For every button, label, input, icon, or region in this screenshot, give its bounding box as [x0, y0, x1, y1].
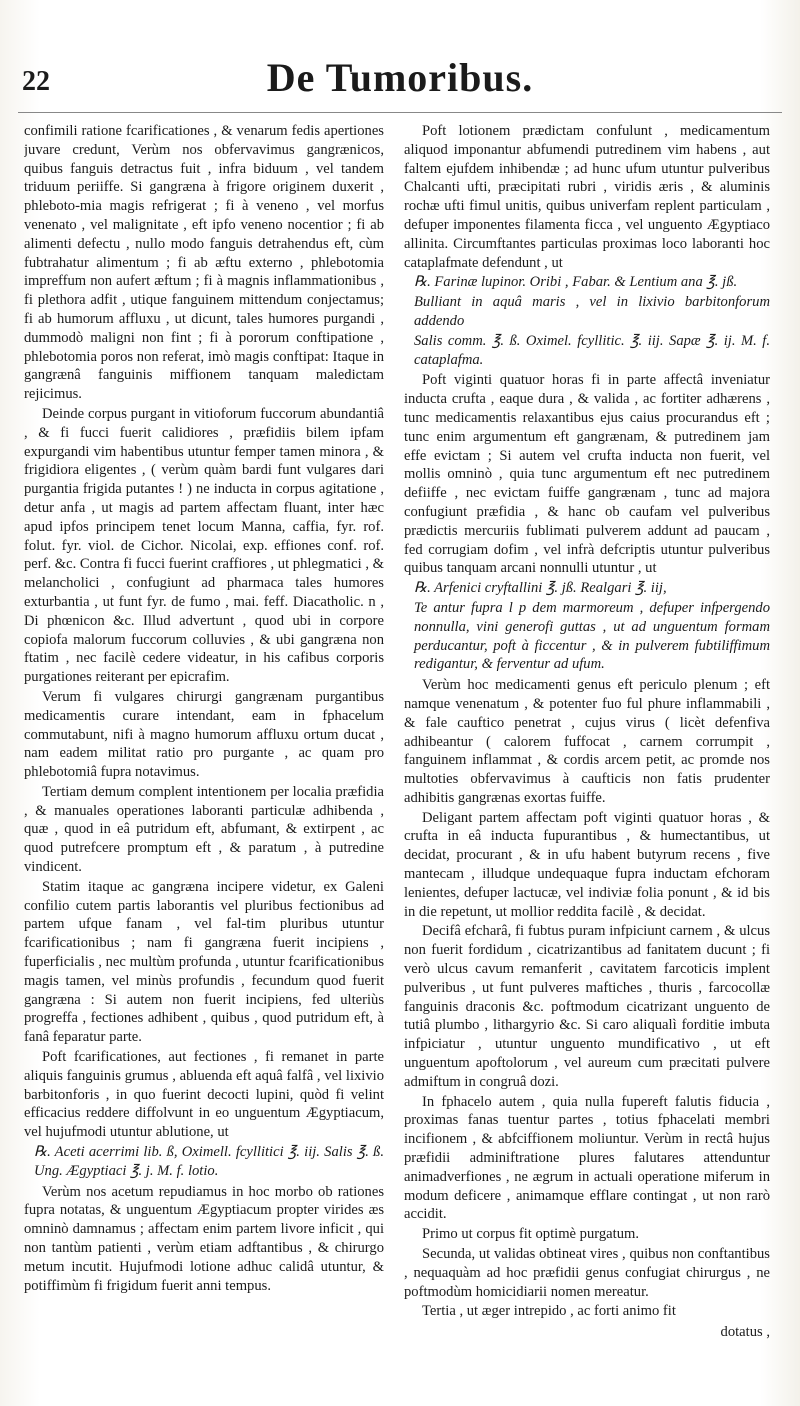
header-rule — [18, 112, 782, 113]
left-paragraph: Deinde corpus purgant in vitioforum fuccorum abundantiâ , & fi fucci fuerit calidiores , præfidiis bilem ipfam expurgandi vim habentibus utuntur femper tamen minora , & frigidiora eligentes , ( verùm quàm bardi funt vulgares dari purgantia frigida putantes ! ) ne inducta in corpus agitatione , detur anfa , ut magis ad partem affectam fluant, inter hæc apud ipfos principem tenet locum Manna, caffia, fyr. rof. folut. fyr. viol. de Cichor. Nicolai, exp. effiones conf. rof. perf. &c. Contra fi fucci fuerint craffiores , ut phlegmatici , & melancholici , confugiunt ad pharmaca tales humores exturbantia , ut funt fyr. de fumo , mai. feff. Diacatholic. n , Di phœnicon &c. Illud advertunt , quod ubi in corpore copiofa malorum fuccorum colluvies , & ubi gangræna non ftatim , nec facilè cedere videatur, in his cafibus corporis purgationes reiterant per epicrafim. — [24, 405, 384, 686]
recipe-lotio: ℞. Aceti acerrimi lib. ß, Oximell. fcyllitici ℥. iij. Salis ℥. ß. Ung. Ægyptiaci ℥. j. M. f. lotio. — [34, 1144, 384, 1179]
right-paragraph: Decifâ efcharâ, fi fubtus puram infpiciunt carnem , & ulcus non fuerit fordidum , cicatrizantibus ad fanitatem ducunt ; fi verò ulcus cavum remanferit , cavitatem farcoticis implent pulveribus , ut funt pulveres maftiches , thuris , farcocollæ fanguinis draconis &c. poftmodum cicatrizant unguento de tutiâ plumbo , lithargyrio &c. Si caro aliqualì forditie imbuta infpiciatur , utuntur unguento mundificativo , ut eft unguentum apoftolorum , vel aureum cum præcitati pulvere admiftum in congruâ dozi. — [404, 923, 770, 1090]
right-paragraph: In fphacelo autem , quia nulla fupereft falutis fiducia , proximas fanas tuentur partes , totius fphacelati membri incifionem , & abfciffionem moliuntur. Verùm in rectâ hujus præfidii adminiftratione plures falutares attenduntur animadverfiones , ne ægrum in actuali operatione miferum in modum deficere , animamque efflare contingat , ut non rarò accidit. — [404, 1093, 770, 1223]
catchword: dotatus , — [720, 1324, 770, 1341]
text-columns — [24, 122, 776, 1392]
left-closing-paragraph: Verùm nos acetum repudiamus in hoc morbo ob rationes fupra notatas, & unguentum Ægyptiacum propter virides æs omninò damnamus ; affectam enim partem livore inficit , qui non tantùm patienti , verùm etiam adftantibus , & chirurgo metum incutit. Hujufmodi lotione adhuc calidâ utuntur, & potiffimùm fi frigidum fuerit anni tempus. — [24, 1183, 384, 1294]
left-paragraph: Poft fcarificationes, aut fectiones , fi remanet in parte aliquis fanguinis grumus , abluenda eft aquâ falfâ , vel lixivio barbitonforis , in quo fuerint decocti lupini, quòd fi velint efficacius reddere diffolvunt in eo unguentum Ægyptiacum, vel hujufmodi utuntur ablutione, ut — [24, 1049, 384, 1141]
right-column — [404, 122, 770, 1392]
running-title: De Tumoribus. — [266, 55, 534, 100]
left-paragraph: confimili ratione fcarificationes , & venarum fedis apertiones juvare credunt, Verùm nos obfervavimus gangrænicos, quibus fanguis detractus fuit , infra biduum , vel tandem triduum periiffe. Si gangræna à frigore originem duxerit , phleboto-mia magis refrigerat ; fi à veneno , vel morfus venenato , vel malignitate , eft ipfo veneno nocentior ; fi ab alimenti defectu , nullo modo fanguis detrahendus eft, cùm fubtrahatur alimentum ; fi ab æftu externo , phlebotomia impreffum non aufert æftum ; fi à magnis inflammationibus , fi plethora adfit , utique fanguinem mittendum conjectamus; fi ab humorum affluxu , ut dicunt, tales humores purgandi , dummodò maligni non fint ; fi à pororum conftipatione , phlebotomia poros non referat, imò magis conftipat: Itaque in gangrænâ fanguinis miffionem tanquam maledictam rejicimus. — [24, 123, 384, 403]
right-paragraph: Poft viginti quatuor horas fi in parte affectâ inveniatur inducta crufta , eaque dura , & valida , ac fortiter adhærens , tunc medicamentis relaxantibus ejus caius procurandus eft ; tunc enim argumentum eft gangrænam, & putredinem jam effe evictam ; Si autem vel crufta inducta non fuerit, vel mollis omninò , quia tunc argumentum eft nec putredinem defiiffe , nec evictam fuiffe gangrænam , tunc ad majora confugiunt præfidia , & hanc ob caufam vel pulveribus prædictis mercuriis fublimati pulverem addunt ad paucam , fed corrugiam dofim , vel infrà defcriptis utuntur pulveribus quibus tanquam arcani nonnulli utuntur , ut — [404, 372, 770, 577]
right-paragraph: Tertia , ut æger intrepido , ac forti animo fit — [422, 1303, 676, 1320]
recipe-arsenic-line: ℞. Arfenici cryftallini ℥. jß. Realgari ℥. iij, — [414, 580, 667, 597]
page-number: 22 — [22, 66, 50, 97]
right-paragraph: Primo ut corpus fit optimè purgatum. — [422, 1226, 639, 1243]
right-paragraph: Poft lotionem prædictam confulunt , medicamentum aliquod imponantur abfumendi putredinem vim habens , aut faltem ejufdem inhibendæ ; ad hunc ufum utuntur pulveribus Chalcanti ufti, præcipitati rubri , viridis æris , & aluminis rochæ ufti fimul unitis, quibus univerfam replent particulam , defuper imponentes filamenta ficca , vel unguento Ægyptiaco allinita. Circumftantes particulas proximas loco laboranti hoc cataplafmate defendunt , ut — [404, 123, 770, 271]
recipe-cataplasma-line: Bulliant in aquâ maris , vel in lixivio barbitonforum addendo — [414, 294, 770, 329]
right-paragraph: Deligant partem affectam poft viginti quatuor horas , & crufta in eâ inducta fupurantibus , & humectantibus, ut decidat, procurant , & in ufu habent butyrum recens , five mantecam , illudque undequaque fupra inductam efchoram lenientes, defuper lactucæ, vel indiviæ folia ponunt , & id bis in die repetunt, ut mollior reddita facilè , & decidat. — [404, 809, 770, 920]
left-column — [24, 122, 384, 1392]
page-header — [18, 54, 782, 110]
left-paragraph: Verum fi vulgares chirurgi gangrænam purgantibus medicamentis curare intendant, eam in fphacelum commutabunt, nifi à magno humorum affluxu ortum ducat , nam eadem militat ratio pro purgante , ac quam pro phlebotomiâ fupra notavimus. — [24, 688, 384, 781]
right-paragraph: Secunda, ut validas obtineat vires , quibus non conftantibus , nequaquàm ad hoc præfidii genus confugiat chirurgus , ne poftmodùm homicidiarii nomen mereatur. — [404, 1246, 770, 1300]
recipe-cataplasma-line: ℞. Farinæ lupinor. Oribi , Fabar. & Lentium ana ℥. jß. — [414, 274, 738, 291]
left-paragraph: Statim itaque ac gangræna incipere videtur, ex Galeni confilio cutem partis laborantis vel pluribus fectionibus ad partem ufque fanam , vel fal-tim pluribus utuntur fcarificationibus ; nam fi gangræna fuerit incipiens , fuperficialis , nec multùm profunda , utuntur fcarificationibus magis tamen, vel minùs profundis , fecundum quod fuerit gangræna : Si autem non fuerit incipiens, fed ulteriùs progreffa , fectiones adhibent , quibus , quod putridum eft, à fanâ feparatur parte. — [24, 878, 384, 1046]
recipe-cataplasma-line: Salis comm. ℥. ß. Oximel. fcyllitic. ℥. iij. Sapæ ℥. ij. M. f. cataplafma. — [414, 332, 770, 368]
right-paragraph: Verùm hoc medicamenti genus eft periculo plenum ; eft namque venenatum , & potenter fuo ful phure inflammabili , & fale cauftico penetrat , cujus virus ( licèt defenfiva adhibeantur ( calorem fuffocat , carnem corrumpit , fanguinem inflammat , & cordis arcem petit, ac promde nos multoties obfervavimus à caufticis non fatis prudenter adhibitis gangrænas exortas fuiffe. — [404, 677, 770, 806]
recipe-arsenic-line: Te antur fupra l p dem marmoreum , defuper infpergendo nonnulla, vini generofi guttas , ut ad unguentum formam perducantur, poft à ficcentur , & in pulverem fubtiliffimum redigantur, & ferventur ad ufum. — [414, 599, 770, 673]
left-paragraph: Tertiam demum complent intentionem per localia præfidia , & manuales operationes laboranti particulæ adhibenda , quæ , quod in eâ putridum eft, abfumant, & extirpent , ac quod putrefcere promptum eft , & paratum , à putredine vindicent. — [24, 783, 384, 876]
